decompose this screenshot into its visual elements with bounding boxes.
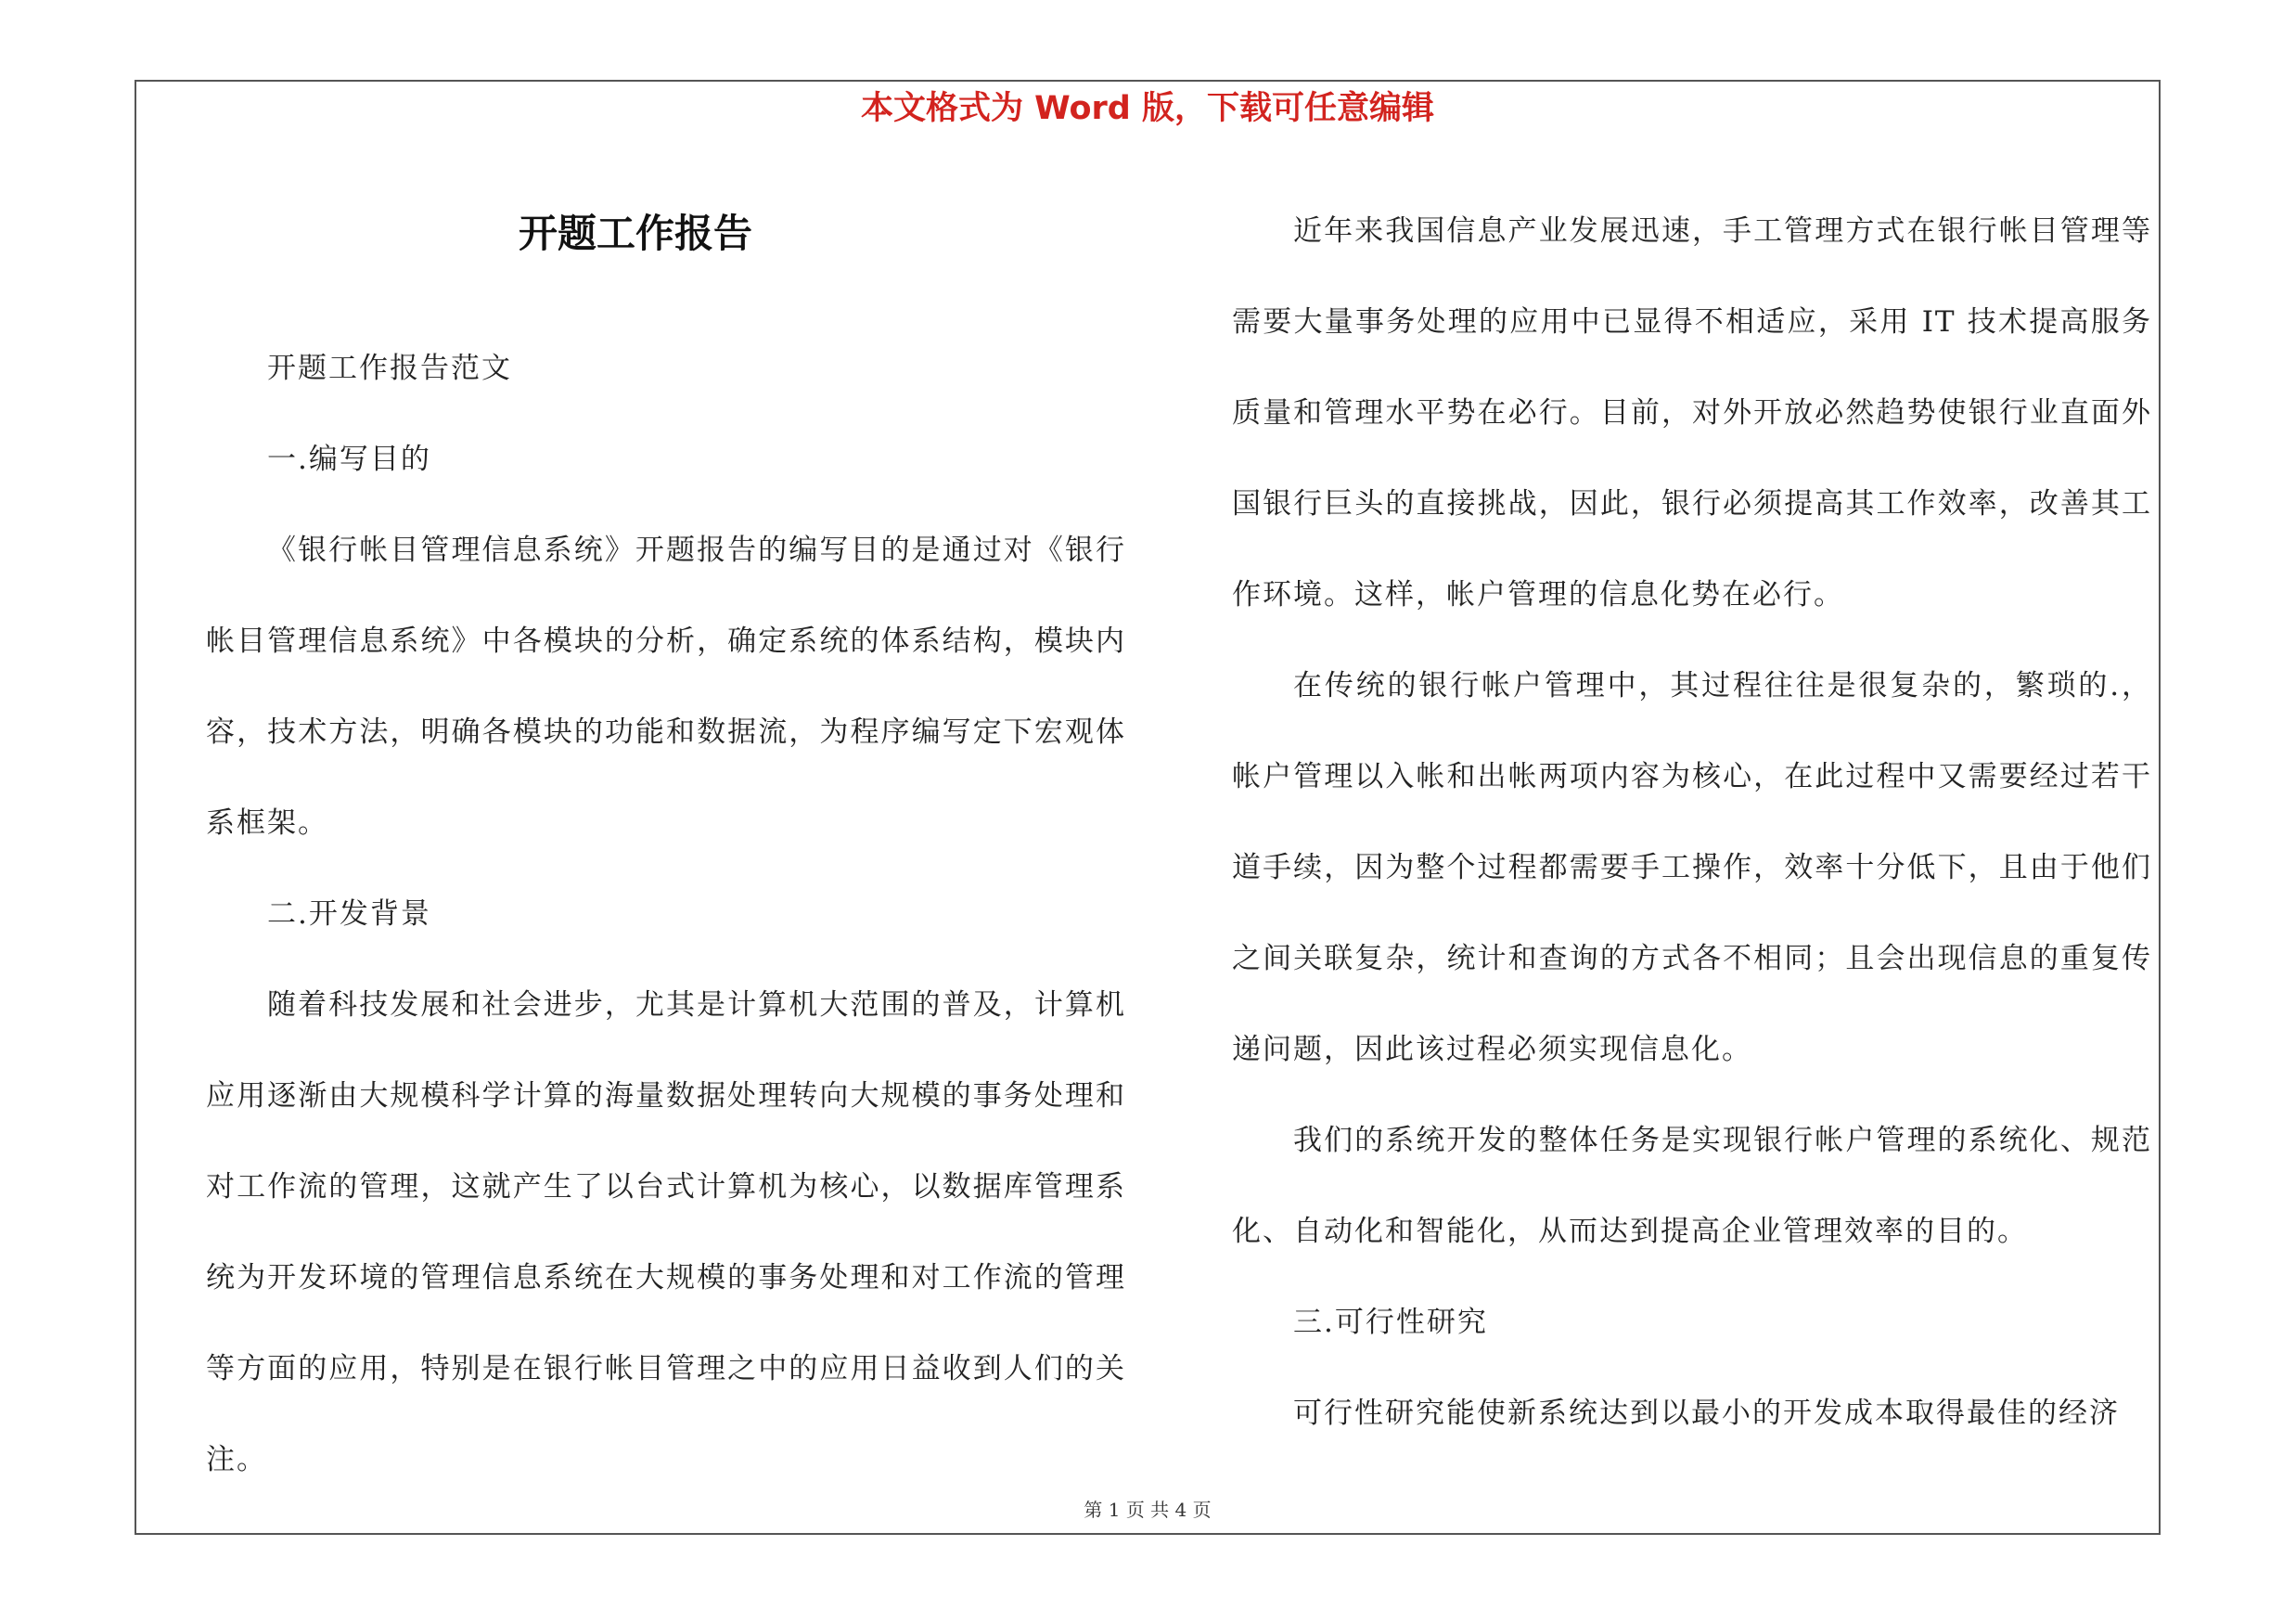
section-heading-background: 二.开发背景 [267, 897, 431, 931]
paragraph-feasibility: 可行性研究能使新系统达到以最小的开发成本取得最佳的经济 [1293, 1397, 2120, 1430]
paragraph-task: 我们的系统开发的整体任务是实现银行帐户管理的系统化、规范化、自动化和智能化，从而达到提高企业管理效率的目的。 [1232, 1124, 2152, 1248]
section-heading-feasibility: 三.可行性研究 [1293, 1306, 1488, 1339]
right-column [1232, 186, 2152, 1459]
word-format-banner: 本文格式为 Word 版，下载可任意编辑 [860, 90, 1435, 127]
page-number-footer: 第 1 页 共 4 页 [1084, 1499, 1212, 1521]
document-title: 开题工作报告 [518, 211, 752, 256]
left-column [206, 323, 1126, 1505]
paragraph-industry: 近年来我国信息产业发展迅速，手工管理方式在银行帐目管理等需要大量事务处理的应用中已显得不相适应，采用 IT 技术提高服务质量和管理水平势在必行。目前，对外开放必然趋势使银行业直面外国银行巨头的直接挑战，因此，银行必须提高其工作效率，改善其工作环境。这样，帐户管理的信息化势在必行。 [1232, 214, 2152, 612]
section-heading-purpose: 一.编写目的 [267, 443, 431, 476]
paragraph-traditional: 在传统的银行帐户管理中，其过程往往是很复杂的，繁琐的.，帐户管理以入帐和出帐两项内容为核心，在此过程中又需要经过若干道手续，因为整个过程都需要手工操作，效率十分低下，且由于他们之间关联复杂，统计和查询的方式各不相同；且会出现信息的重复传递问题，因此该过程必须实现信息化。 [1232, 669, 2152, 1066]
paragraph-background: 随着科技发展和社会进步，尤其是计算机大范围的普及，计算机应用逐渐由大规模科学计算的海量数据处理转向大规模的事务处理和对工作流的管理，这就产生了以台式计算机为核心，以数据库管理系统为开发环境的管理信息系统在大规模的事务处理和对工作流的管理等方面的应用，特别是在银行帐目管理之中的应用日益收到人们的关注。 [206, 988, 1126, 1476]
paragraph-purpose: 《银行帐目管理信息系统》开题报告的编写目的是通过对《银行帐目管理信息系统》中各模块的分析，确定系统的体系结构，模块内容，技术方法，明确各模块的功能和数据流，为程序编写定下宏观体系框架。 [206, 534, 1126, 840]
paragraph-subtitle: 开题工作报告范文 [267, 352, 512, 385]
